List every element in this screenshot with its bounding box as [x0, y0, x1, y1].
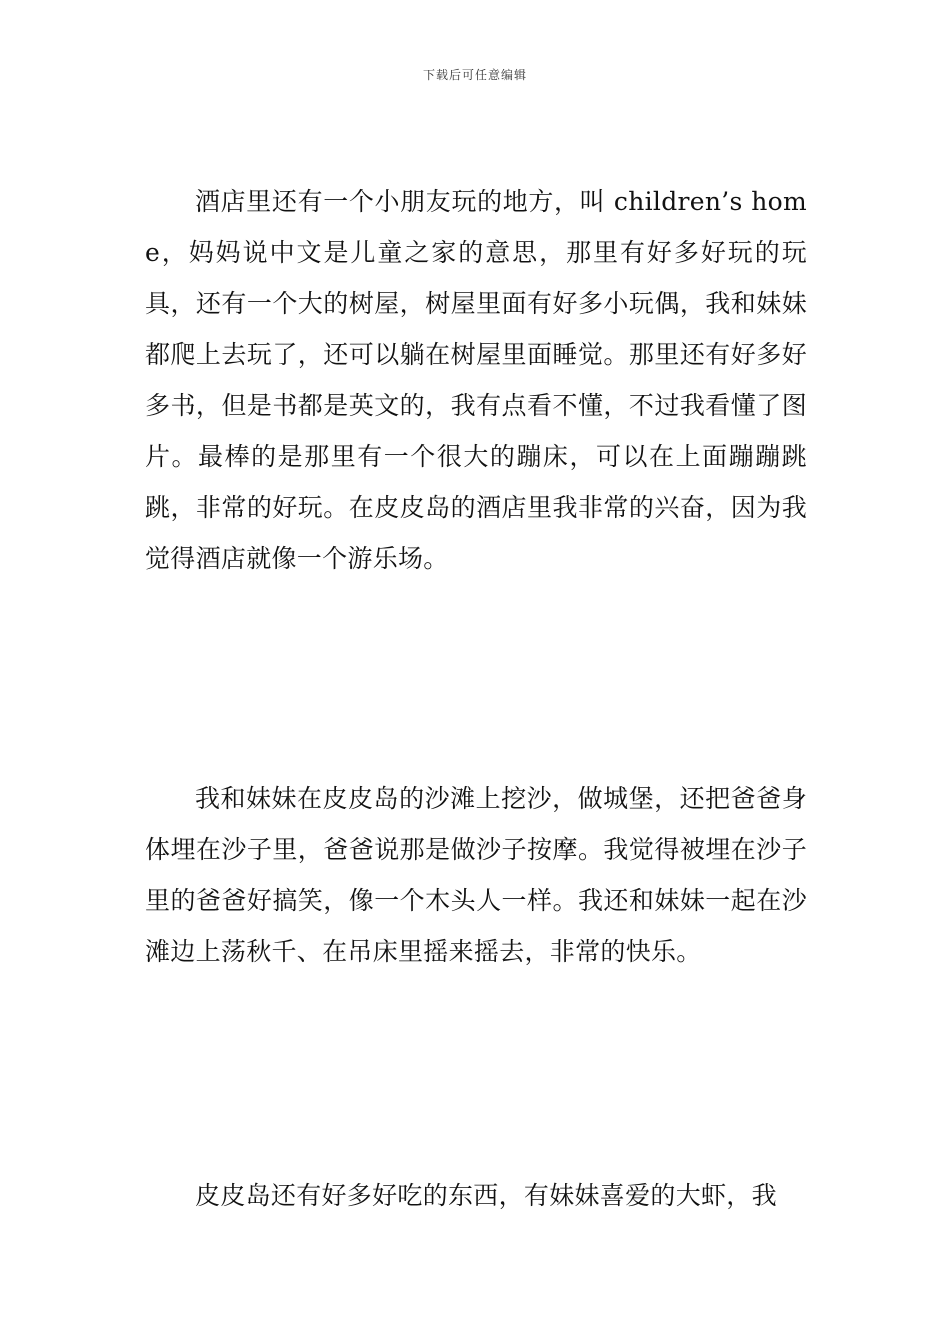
paragraph-childrens-home: 酒店里还有一个小朋友玩的地方，叫 children’s home，妈妈说中文是儿童之家的意思，那里有好多好玩的玩具，还有一个大的树屋，树屋里面有好多小玩偶，我和妹妹都爬上去玩了，还可以躺在树屋里面睡觉。那里还有好多好多书，但是书都是英文的，我有点看不懂，不过我看懂了图片。最棒的是那里有一个很大的蹦床，可以在上面蹦蹦跳跳，非常的好玩。在皮皮岛的酒店里我非常的兴奋，因为我觉得酒店就像一个游乐场。 [145, 187, 807, 573]
paragraph-food: 皮皮岛还有好多好吃的东西，有妹妹喜爱的大虾，我 [195, 1181, 777, 1210]
paragraph-beach: 我和妹妹在皮皮岛的沙滩上挖沙，做城堡，还把爸爸身体埋在沙子里，爸爸说那是做沙子按摩。我觉得被埋在沙子里的爸爸好搞笑，像一个木头人一样。我还和妹妹一起在沙滩边上荡秋千、在吊床里摇来摇去，非常的快乐。 [145, 784, 807, 966]
header-note: 下载后可任意编辑 [422, 68, 527, 82]
